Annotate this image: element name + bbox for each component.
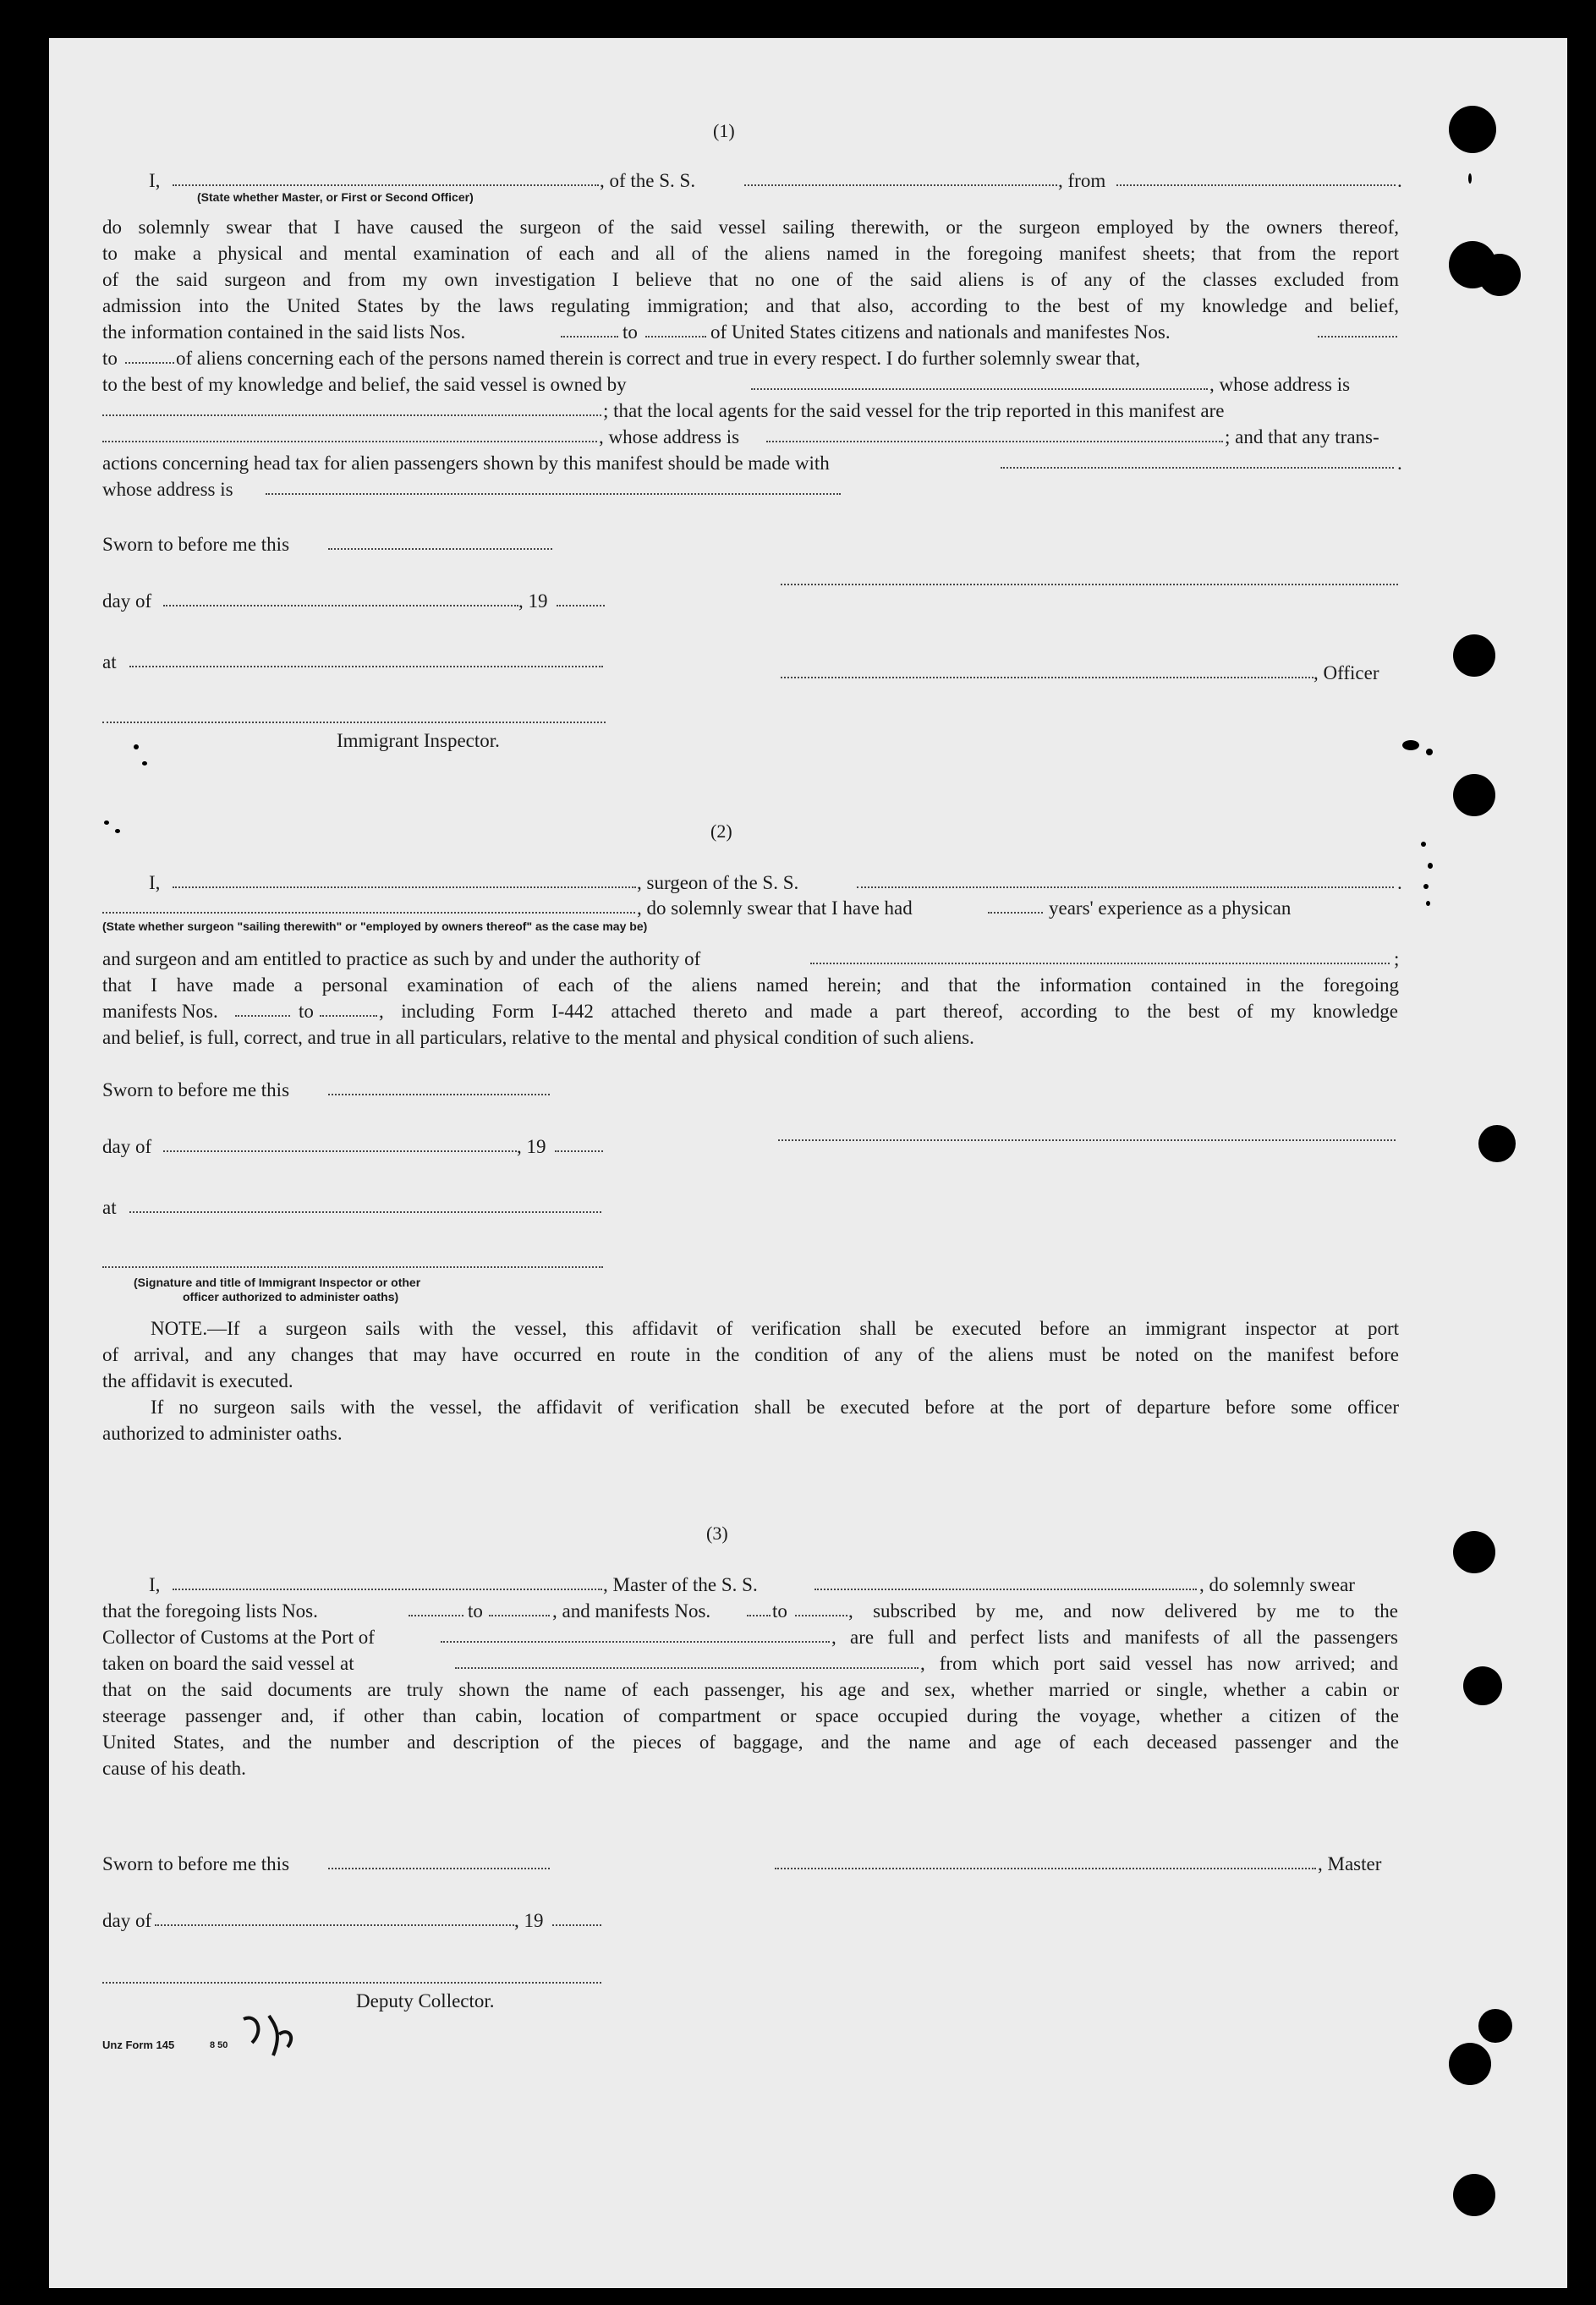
year-field[interactable] [555, 1150, 603, 1152]
ink-speck [1423, 884, 1429, 889]
head-tax-address-field[interactable] [266, 493, 841, 495]
sec2-i-label: I, [149, 872, 161, 893]
experience-label: , do solemnly swear that I have had [637, 897, 913, 919]
sec2-examination-text [102, 972, 1399, 998]
vessel-name-field[interactable] [744, 184, 1057, 186]
manifests-from-field[interactable] [1318, 336, 1397, 338]
period: . [1397, 453, 1402, 474]
manifests-label: , and manifests Nos. [552, 1600, 711, 1622]
owner-field[interactable] [751, 388, 1208, 390]
surgeon-manifests-from-field[interactable] [235, 1015, 290, 1017]
punch-hole [1453, 634, 1495, 677]
sec1-oath-text [102, 214, 1399, 319]
at-label: at [102, 1197, 117, 1218]
lists-label: that the foregoing lists Nos. [102, 1600, 318, 1622]
year-field[interactable] [552, 1924, 601, 1926]
perfect-lists-label: , are full and perfect lists and manifests of all the passengers [831, 1627, 1398, 1648]
text-line: admission into the United States by the laws regulating immigration; and that also, according to the best of my knowledge and belief, [102, 295, 1399, 316]
text-line: of arrival, and any changes that may have occurred en route in the condition of any of the aliens must be noted on the manifest before [102, 1344, 1399, 1365]
punch-hole [1453, 1531, 1495, 1573]
sworn-label: Sworn to before me this [102, 1079, 290, 1100]
local-agents-label: ; that the local agents for the said vessel for the trip reported in this manifest are [603, 400, 1225, 421]
text-line: cause of his death. [102, 1758, 246, 1779]
ink-speck [1468, 173, 1472, 184]
ink-speck [104, 820, 109, 825]
month-field[interactable] [163, 1150, 517, 1152]
ink-speck [115, 829, 120, 833]
officer-title-line[interactable] [781, 677, 1314, 678]
year-label: , 19 [514, 1910, 544, 1931]
officer-signature-line[interactable] [781, 584, 1398, 585]
punch-hole [1478, 1125, 1516, 1162]
officer-label: , Officer [1314, 662, 1379, 683]
text-line: steerage passenger and, if other than cabin, location of compartment or space occupied during the voyage, whether a citizen of the [102, 1705, 1399, 1726]
day-of-label: day of [102, 1136, 152, 1157]
citizens-label: of United States citizens and nationals and manifestes Nos. [710, 321, 1171, 343]
year-field[interactable] [557, 605, 605, 606]
sec1-i-label: I, [149, 170, 161, 191]
owner-address-field[interactable] [102, 414, 601, 416]
head-tax-label: actions concerning head tax for alien passengers shown by this manifest should be made with [102, 453, 830, 474]
to-label: to [299, 1001, 314, 1022]
handwritten-mark [235, 2009, 311, 2068]
lists-from-field[interactable] [561, 336, 618, 338]
to-label: to [102, 348, 118, 369]
text-line: that on the said documents are truly shown the name of each passenger, his age and sex, whether married or single, whether a cabin or [102, 1679, 1399, 1700]
sec3-vessel-field[interactable] [814, 1589, 1197, 1590]
period: . [1397, 170, 1402, 191]
manifests-label: manifests Nos. [102, 1001, 218, 1022]
day-of-label: day of [102, 590, 152, 612]
deputy-collector-label: Deputy Collector. [356, 1990, 495, 2011]
head-tax-field[interactable] [1001, 467, 1394, 469]
day-of-label: day of [102, 1910, 152, 1931]
to-label: to [772, 1600, 787, 1622]
aliens-label: of aliens concerning each of the persons named therein is correct and true in every respect. I do further solemnly swear that, [176, 348, 1140, 369]
month-field[interactable] [163, 605, 518, 606]
section-3-number: (3) [706, 1523, 728, 1544]
sec3-manifests-from-field[interactable] [747, 1615, 771, 1616]
at-place-field[interactable] [129, 666, 603, 667]
note-text [102, 1315, 1399, 1394]
master-name-field[interactable] [173, 184, 599, 186]
inspector-signature-line[interactable] [102, 722, 606, 723]
owned-by-label: to the best of my knowledge and belief, the said vessel is owned by [102, 374, 627, 395]
text-line: NOTE.—If a surgeon sails with the vessel, this affidavit of verification shall be executed before an immigrant inspector at port [151, 1318, 1399, 1339]
sworn-label: Sworn to before me this [102, 1853, 290, 1874]
signature-note: (Signature and title of Immigrant Inspector or other [134, 1276, 421, 1289]
form-i442-label: , including Form I-442 attached thereto and made a part thereof, according to the best of my knowledge [379, 1001, 1398, 1022]
sworn-day-field[interactable] [328, 1094, 550, 1095]
punch-hole [1453, 774, 1495, 816]
to-label: to [468, 1600, 483, 1622]
ink-speck [1402, 740, 1419, 750]
sworn-day-field[interactable] [328, 548, 552, 550]
form-sheet [49, 38, 1567, 2288]
port-field[interactable] [441, 1641, 830, 1643]
master-officer-note: (State whether Master, or First or Second Officer) [197, 190, 474, 204]
from-port-field[interactable] [1116, 184, 1396, 186]
year-label: , 19 [518, 590, 548, 612]
lists-to-field[interactable] [645, 336, 706, 338]
ink-speck [134, 744, 139, 749]
ink-speck [1421, 842, 1426, 847]
punch-hole [1463, 1666, 1502, 1705]
taken-aboard-label: taken on board the said vessel at [102, 1653, 354, 1674]
sec3-documents-text [102, 1677, 1399, 1781]
text-line: that I have made a personal examination of each of the aliens named herein; and that the information contained in the foregoing [102, 974, 1399, 996]
sec3-master-name-field[interactable] [173, 1589, 602, 1590]
deputy-signature-line[interactable] [102, 1982, 601, 1984]
ink-speck [1426, 901, 1430, 906]
ink-speck [1426, 749, 1433, 755]
inspector-signature-line[interactable] [102, 1266, 603, 1268]
physician-label: years' experience as a physican [1049, 897, 1292, 919]
month-field[interactable] [155, 1924, 514, 1926]
section-1-number: (1) [713, 120, 735, 141]
master-signature-line[interactable] [775, 1868, 1316, 1869]
address-label: , whose address is [1209, 374, 1351, 395]
punch-hole [1478, 2009, 1512, 2043]
text-line: If no surgeon sails with the vessel, the affidavit of verification shall be executed before at the port of departure before some officer [151, 1397, 1399, 1418]
text-line: the affidavit is executed. [102, 1370, 293, 1391]
authority-field[interactable] [810, 963, 1390, 964]
surgeon-type-note: (State whether surgeon "sailing therewith" or "employed by owners thereof" as the case may be) [102, 919, 648, 933]
surgeon-name-field[interactable] [173, 886, 636, 888]
surgeon-ss-label: , surgeon of the S. S. [637, 872, 799, 893]
signature-note: officer authorized to administer oaths) [183, 1290, 399, 1303]
belief-text: and belief, is full, correct, and true in all particulars, relative to the mental and physical condition of such aliens. [102, 1027, 974, 1048]
trans-label: ; and that any trans- [1225, 426, 1379, 447]
form-date: 8 50 [210, 2040, 228, 2050]
text-line: to make a physical and mental examination of each and all of the aliens named in the foregoing manifest sheets; that from the report [102, 243, 1399, 264]
text-line: authorized to administer oaths. [102, 1423, 343, 1444]
at-label: at [102, 651, 117, 672]
address-label: whose address is [102, 479, 233, 500]
authority-label: and surgeon and am entitled to practice as such by and under the authority of [102, 948, 701, 969]
note2-text [102, 1394, 1399, 1446]
section-2-number: (2) [710, 820, 732, 842]
collector-label: Collector of Customs at the Port of [102, 1627, 375, 1648]
address-label: , whose address is [599, 426, 740, 447]
years-field[interactable] [988, 912, 1043, 914]
text-line: of the said surgeon and from my own investigation I believe that no one of the said aliens is of any of the classes excluded from [102, 269, 1399, 290]
subscribed-label: , subscribed by me, and now delivered by me to the [848, 1600, 1398, 1622]
text-line: do solemnly swear that I have caused the surgeon of the said vessel sailing therewith, or the surgeon employed by the owners thereof, [102, 217, 1399, 238]
punch-hole [1449, 106, 1496, 153]
agents-address-field[interactable] [766, 441, 1223, 442]
departure-port-field[interactable] [455, 1667, 919, 1669]
sec1-ss-label: , of the S. S. [600, 170, 696, 191]
surgeon-type-field[interactable] [102, 912, 635, 914]
form-number: Unz Form 145 [102, 2039, 175, 2051]
ink-speck [142, 761, 147, 766]
ink-speck [1428, 863, 1433, 869]
manifests-to-field[interactable] [125, 362, 174, 364]
punch-hole [1449, 2043, 1491, 2085]
at-place-field[interactable] [129, 1211, 601, 1213]
sec1-from-label: , from [1058, 170, 1106, 191]
sworn-day-field[interactable] [328, 1868, 550, 1869]
solemnly-swear-label: , do solemnly swear [1199, 1574, 1355, 1595]
surgeon-manifests-to-field[interactable] [320, 1015, 377, 1017]
sworn-label: Sworn to before me this [102, 534, 290, 555]
punch-hole [1478, 254, 1521, 296]
surgeon-vessel-field[interactable] [857, 886, 1394, 888]
agents-field[interactable] [102, 441, 597, 442]
period: . [1397, 872, 1402, 893]
sec3-lists-from-field[interactable] [409, 1615, 463, 1616]
master-label: , Master [1318, 1853, 1382, 1874]
surgeon-signature-line[interactable] [778, 1139, 1396, 1141]
year-label: , 19 [517, 1136, 546, 1157]
sec1-lists-label: the information contained in the said lists Nos. [102, 321, 466, 343]
to-label: to [622, 321, 638, 343]
semicolon: ; [1394, 948, 1400, 969]
sec3-lists-to-field[interactable] [489, 1615, 550, 1616]
arrived-label: , from which port said vessel has now arrived; and [920, 1653, 1398, 1674]
sec3-manifests-to-field[interactable] [795, 1615, 847, 1616]
sec3-i-label: I, [149, 1574, 161, 1595]
master-ss-label: , Master of the S. S. [603, 1574, 758, 1595]
punch-hole [1453, 2174, 1495, 2216]
immigrant-inspector-label: Immigrant Inspector. [337, 730, 500, 751]
text-line: United States, and the number and description of the pieces of baggage, and the name and age of each deceased passenger and the [102, 1731, 1399, 1753]
